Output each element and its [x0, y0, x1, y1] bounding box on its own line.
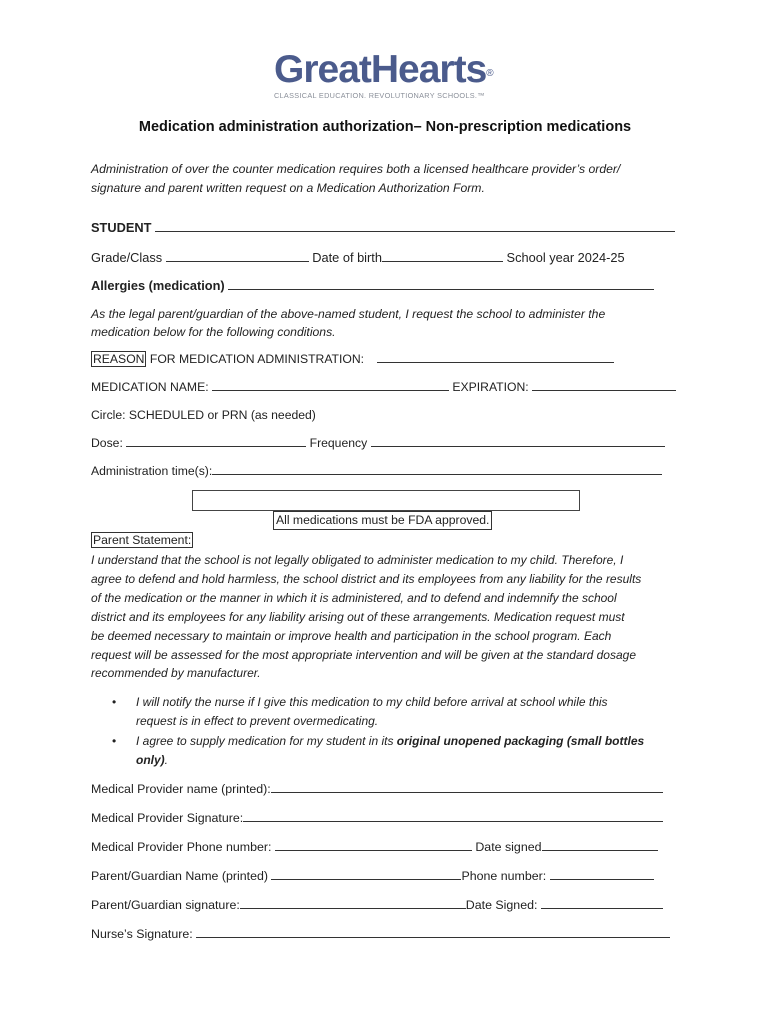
admin-time-field[interactable] [212, 462, 662, 475]
bullet-icon: • [112, 734, 117, 748]
bullet2-text: I agree to supply medication for my student in its [136, 734, 397, 748]
fda-note: All medications must be FDA approved. [273, 511, 492, 530]
phone-number-label: Phone number: [461, 869, 547, 883]
medication-name-field[interactable] [212, 378, 449, 391]
guardian-signature-label: Parent/Guardian signature: [91, 898, 240, 912]
expiration-label: EXPIRATION: [452, 380, 529, 394]
guardian-name-field[interactable] [271, 867, 461, 880]
page-title: Medication administration authorization– Non-prescription medications [138, 119, 632, 135]
provider-name-label: Medical Provider name (printed): [91, 782, 271, 796]
guardian-signature-field[interactable] [240, 896, 466, 909]
statement-line: agree to defend and hold harmless, the school district and its employees from any liability for the results [91, 571, 642, 586]
student-field[interactable] [155, 219, 675, 232]
statement-line: of the medication or the manner in which it is administered, and to defend and indemnify the school [91, 590, 617, 605]
reason-row [91, 350, 614, 369]
provider-signature-field[interactable] [243, 809, 663, 822]
administration-notes-box[interactable] [192, 490, 580, 511]
allergies-label: Allergies (medication) [91, 278, 225, 293]
date-signed-label-2: Date Signed: [465, 898, 538, 912]
bullet2-bold-cont: only) [136, 753, 165, 767]
phone-number-field[interactable] [550, 867, 654, 880]
parent-statement-text [91, 551, 681, 683]
guardian-name-label: Parent/Guardian Name (printed) [91, 869, 268, 883]
grade-field[interactable] [166, 249, 309, 262]
admin-time-row [91, 462, 662, 481]
provider-signature-label: Medical Provider Signature: [91, 811, 244, 825]
frequency-field[interactable] [371, 434, 665, 447]
provider-phone-field[interactable] [275, 838, 472, 851]
statement-line: district and its employees for any liability arising out of these arrangements. Medication request must [91, 609, 625, 624]
frequency-label: Frequency [309, 436, 368, 450]
request-line-2: medication below for the following conditions. [91, 325, 336, 339]
nurse-signature-field[interactable] [196, 925, 670, 938]
bullet-line: I will notify the nurse if I give this medication to my child before arrival at school while this [136, 695, 608, 709]
intro-line-2: signature and parent written request on a Medication Authorization Form. [91, 181, 485, 195]
guardian-name-row [91, 867, 654, 883]
bullet-item-notify [108, 693, 678, 731]
date-signed-field-2[interactable] [541, 896, 663, 909]
intro-line-1: Administration of over the counter medication requires both a licensed healthcare provider’s order/ [91, 162, 621, 176]
logo-wordmark: GreatHearts® [274, 48, 493, 91]
student-label: STUDENT [91, 220, 152, 235]
medication-row [91, 378, 676, 397]
allergies-field[interactable] [228, 277, 654, 290]
reason-label: FOR MEDICATION ADMINISTRATION: [146, 352, 365, 366]
dose-label: Dose: [91, 436, 123, 450]
expiration-field[interactable] [532, 378, 676, 391]
statement-line: request will be assessed for the most appropriate intervention and will be given at the standard dosage [91, 647, 636, 662]
bullet-line: request is in effect to prevent overmedicating. [136, 714, 379, 728]
bullet2-period: . [164, 753, 169, 767]
student-row [91, 218, 675, 237]
provider-name-row [91, 780, 663, 796]
parent-statement-row [91, 531, 193, 550]
provider-phone-row [91, 838, 658, 854]
date-signed-field[interactable] [542, 838, 658, 851]
statement-line: be deemed necessary to maintain or improve health and participation in the school program. Each [91, 628, 612, 643]
school-year: School year 2024-25 [506, 250, 625, 265]
bullet2-bold: original unopened packaging (small bottles [396, 734, 645, 748]
dob-field[interactable] [382, 249, 503, 262]
circle-instruction: Circle: SCHEDULED or PRN (as needed) [91, 408, 316, 422]
statement-line: I understand that the school is not legally obligated to administer medication to my child. Therefore, I [91, 553, 624, 567]
provider-phone-label: Medical Provider Phone number: [91, 840, 272, 854]
admin-time-label: Administration time(s): [91, 464, 213, 478]
parent-statement-label: Parent Statement: [93, 533, 192, 547]
statement-line: recommended by manufacturer. [91, 666, 261, 681]
guardian-signature-row [91, 896, 663, 912]
bullet-item-supply [108, 732, 678, 770]
allergies-row [91, 276, 654, 295]
nurse-signature-row [91, 925, 670, 941]
date-signed-label: Date signed [475, 840, 542, 854]
bullet-icon: • [112, 695, 117, 709]
reason-word: REASON [93, 352, 145, 366]
request-line-1: As the legal parent/guardian of the above-named student, I request the school to administer the [91, 307, 606, 321]
dose-field[interactable] [126, 434, 306, 447]
dose-row [91, 434, 665, 453]
grade-label: Grade/Class [91, 250, 163, 265]
provider-signature-row [91, 809, 663, 825]
reason-field[interactable] [377, 350, 614, 363]
bullet-list [108, 693, 678, 770]
grade-row [91, 248, 625, 267]
provider-name-field[interactable] [271, 780, 663, 793]
medication-name-label: MEDICATION NAME: [91, 380, 209, 394]
nurse-signature-label: Nurse’s Signature: [91, 927, 193, 941]
greathearts-logo [274, 50, 504, 100]
logo-tagline: CLASSICAL EDUCATION. REVOLUTIONARY SCHOOLS.™ [274, 91, 485, 100]
dob-label: Date of birth [312, 250, 382, 265]
